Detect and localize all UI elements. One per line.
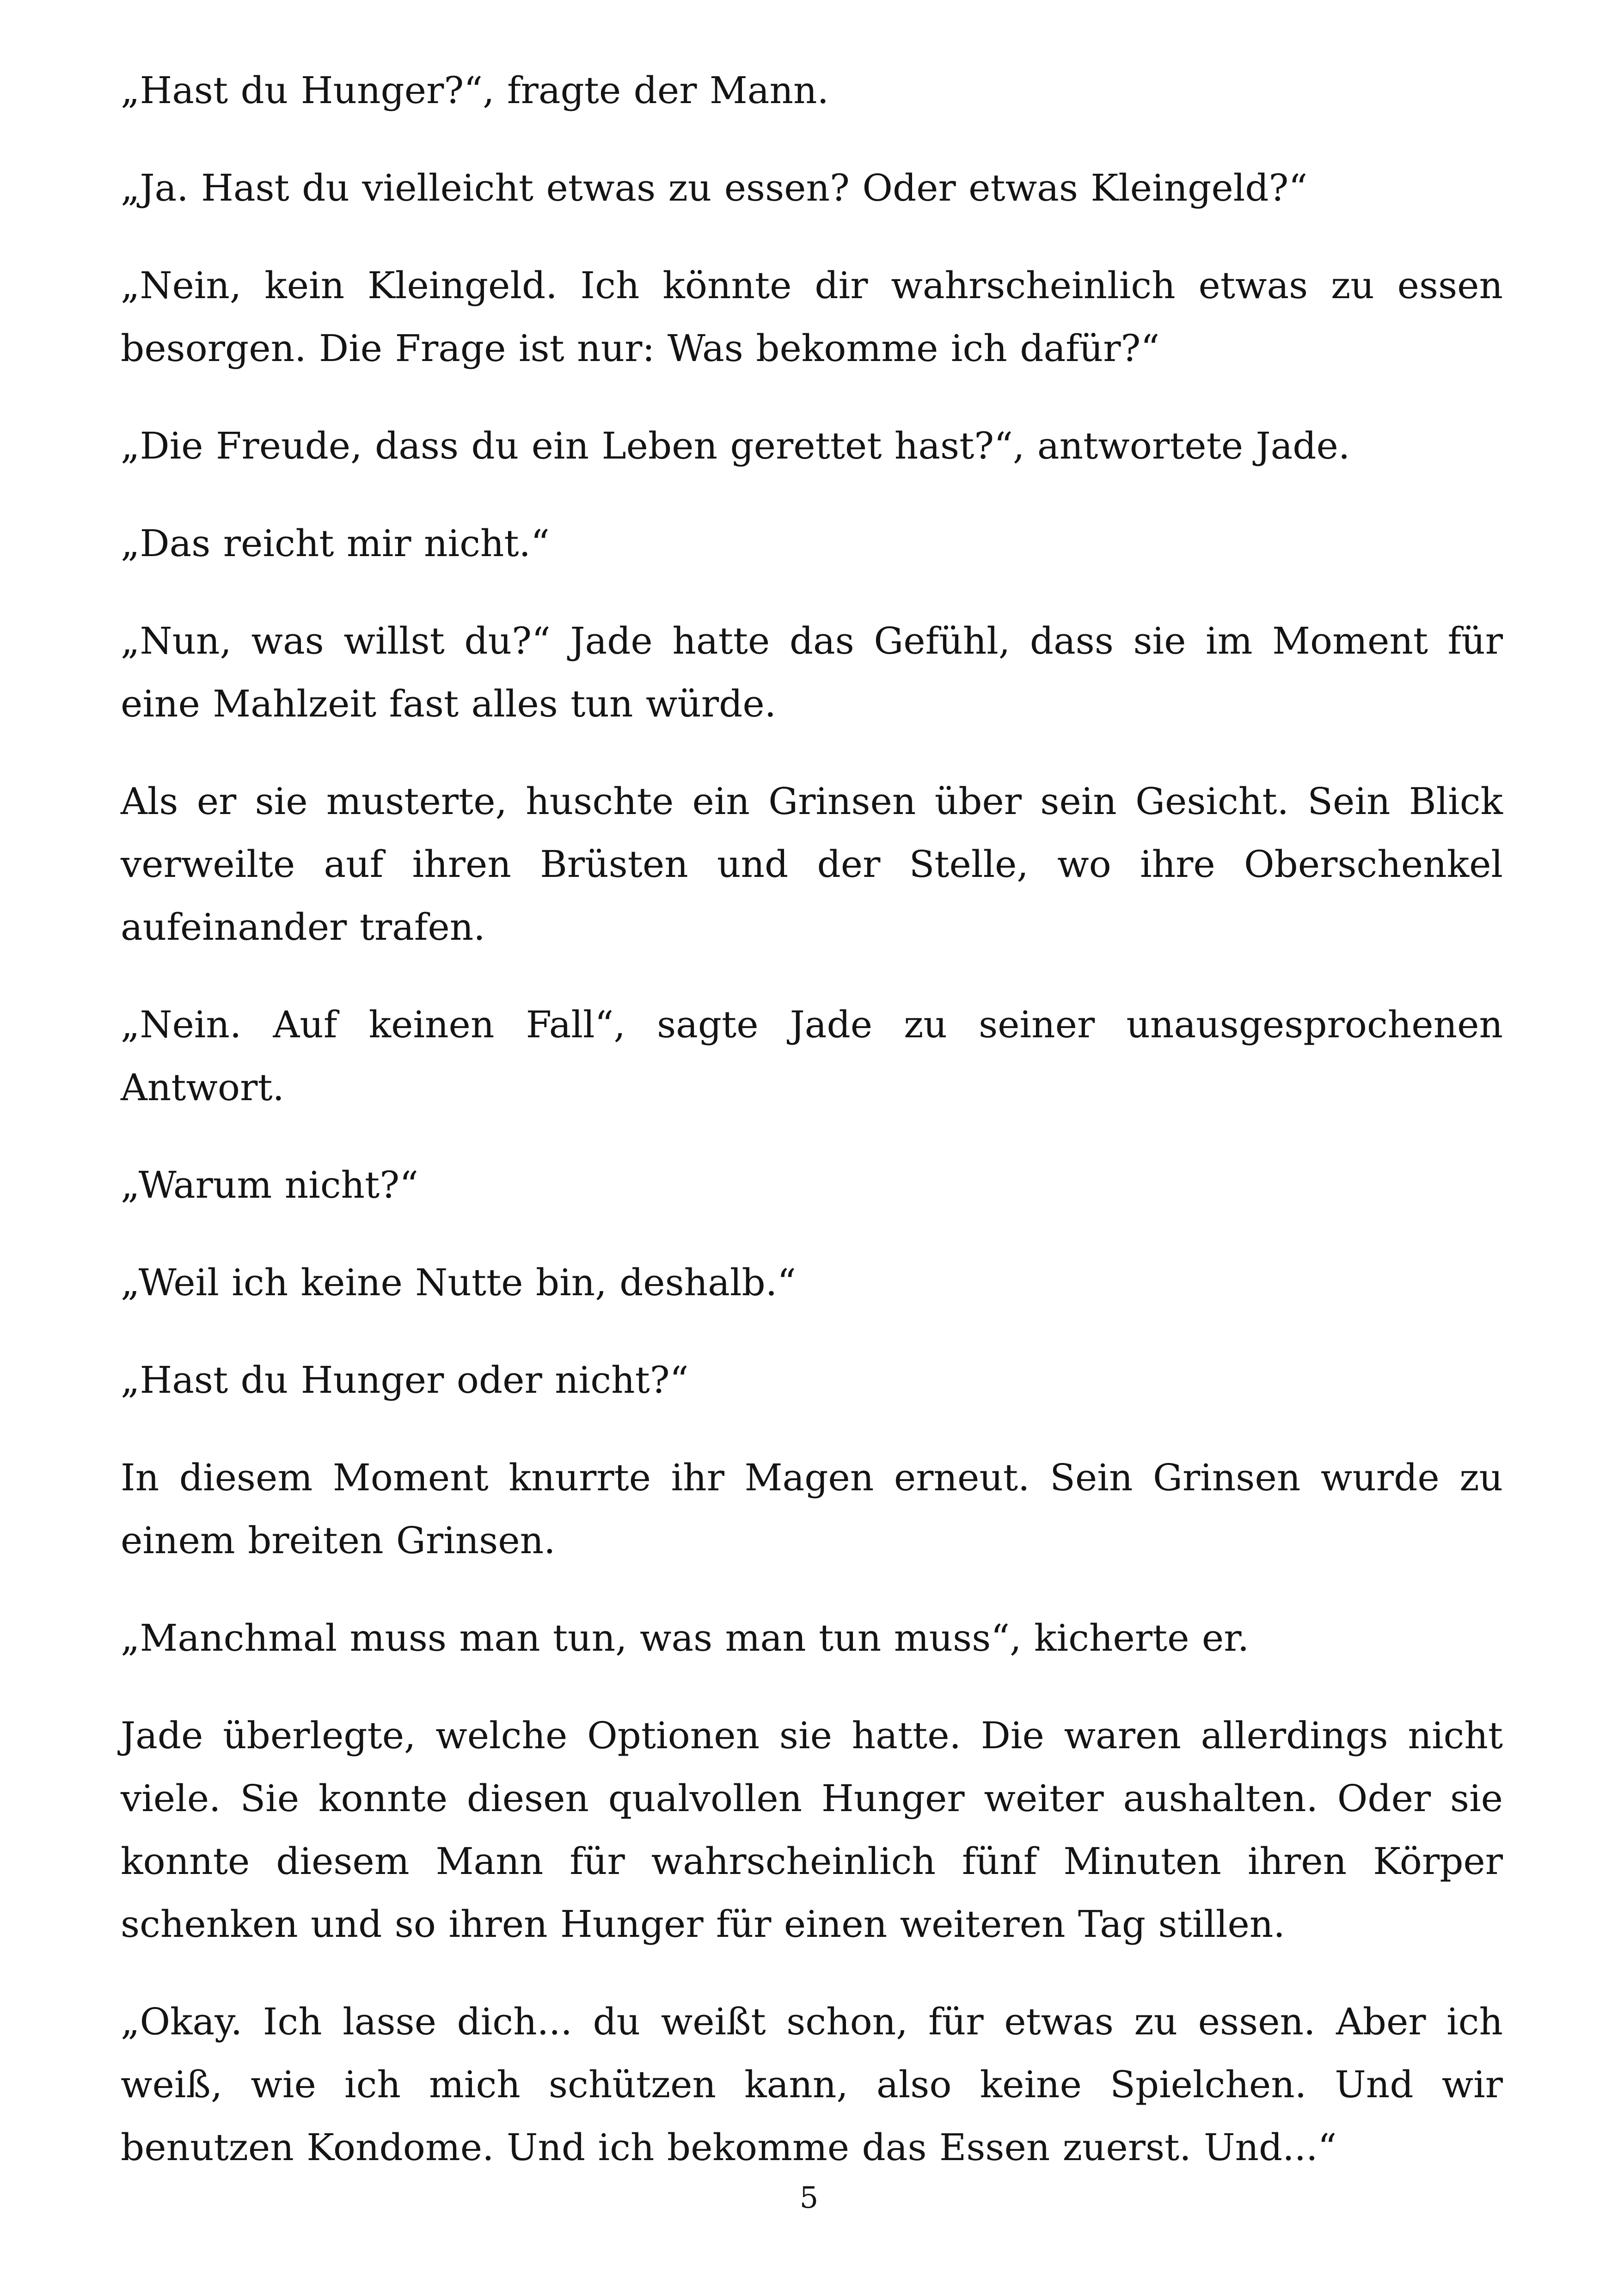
paragraph: „Warum nicht?“	[121, 1163, 418, 1206]
page-body	[121, 59, 1503, 2214]
paragraph: „Das reicht mir nicht.“	[121, 522, 550, 565]
paragraph: In diesem Moment knurrte ihr Magen erneut. Sein Grinsen wurde zu einem breiten Grinsen.	[121, 1456, 1503, 1562]
page-number: 5	[799, 2181, 819, 2215]
paragraph: „Hast du Hunger oder nicht?“	[121, 1359, 689, 1402]
paragraph: „Nun, was willst du?“ Jade hatte das Gefühl, dass sie im Moment für eine Mahlzeit fast alles tun würde.	[121, 619, 1503, 725]
paragraph: „Hast du Hunger?“, fragte der Mann.	[121, 69, 829, 112]
paragraph: „Nein, kein Kleingeld. Ich könnte dir wahrscheinlich etwas zu essen besorgen. Die Frage ist nur: Was bekomme ich dafür?“	[121, 264, 1503, 370]
paragraph: „Die Freude, dass du ein Leben gerettet hast?“, antwortete Jade.	[121, 424, 1350, 467]
paragraph: „Nein. Auf keinen Fall“, sagte Jade zu seiner unausgesprochenen Antwort.	[121, 1003, 1503, 1109]
paragraph: „Manchmal muss man tun, was man tun muss“, kicherte er.	[121, 1616, 1250, 1659]
paragraph: „Ja. Hast du vielleicht etwas zu essen? Oder etwas Kleingeld?“	[121, 166, 1308, 209]
paragraph: „Okay. Ich lasse dich... du weißt schon, für etwas zu essen. Aber ich weiß, wie ich mich schützen kann, also keine Spielchen. Und wir benutzen Kondome. Und ich bekomme das Essen zuerst. Und...“	[121, 2000, 1503, 2169]
paragraph: Jade überlegte, welche Optionen sie hatte. Die waren allerdings nicht viele. Sie konnte diesen qualvollen Hunger weiter aushalten. Oder sie konnte diesem Mann für wahrscheinlich fünf Minuten ihren Körper schenken und so ihren Hunger für einen weiteren Tag stillen.	[121, 1714, 1503, 1946]
paragraph: Als er sie musterte, huschte ein Grinsen über sein Gesicht. Sein Blick verweilte auf ihren Brüsten und der Stelle, wo ihre Oberschenkel aufeinander trafen.	[121, 780, 1503, 949]
paragraph: „Weil ich keine Nutte bin, deshalb.“	[121, 1261, 797, 1304]
